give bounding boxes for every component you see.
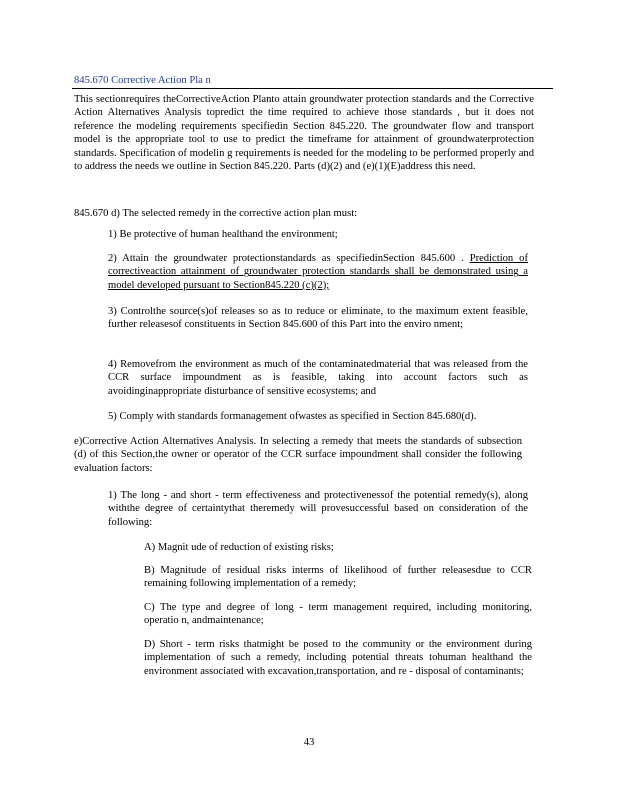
section-d-item-1: 1) Be protective of human healthand the environment; <box>108 229 338 240</box>
section-e-subitem-a: A) Magnit ude of reduction of existing risks; <box>144 542 334 553</box>
section-d-item-2 <box>108 252 528 292</box>
section-d-item-5: 5) Comply with standards formanagement ofwastes as specified in Section 845.680(d). <box>108 411 477 422</box>
intro-paragraph: This sectionrequires theCorrectiveAction Planto attain groundwater protection standards and the Corrective Action Alternatives Analysis topredict the time required to achieve those standards , but it does not reference the modeling requirements specifiedin Section 845.220. The groundwater flow and transport model is the appropriate tool to use to predict the timeframe for attainment of groundwaterprotection standards. Specification of modelin g requirements is needed for the modeling to be performed properly and to address the needs we outline in Section 845.220. Parts (d)(2) and (e)(1)(E)address this need. <box>74 94 534 173</box>
section-e-item-1: 1) The long - and short - term effectiveness and protectivenessof the potential remedy(s), along withthe degree of certaintythat theremedy will provesuccessful based on consideration of the following: <box>108 490 528 528</box>
section-d-item-2-text: 2) Attain the groundwater protectionstandards as specifiedinSection 845.600 . <box>108 253 464 264</box>
section-e-lead: e)Corrective Action Alternatives Analysis. In selecting a remedy that meets the standards of subsection (d) of this Section,the owner or operator of the CCR surface impoundment shall consider the following evaluation factors: <box>74 436 522 474</box>
section-e-subitem-d: D) Short - term risks thatmight be posed to the community or the environment during implementation of such a remedy, including potential threats tohuman healthand the environment associated with excavation,transportation, and re - disposal of contaminants; <box>144 639 532 677</box>
page-number: 43 <box>303 737 315 748</box>
heading-rule <box>72 88 553 89</box>
section-heading: 845.670 Corrective Action Pla n <box>74 75 211 86</box>
section-e-subitem-b: B) Magnitude of residual risks interms of likelihood of further releasesdue to CCR remaining following implementation of a remedy; <box>144 565 532 590</box>
section-d-item-4: 4) Removefrom the environment as much of the contaminatedmaterial that was released from the CCR surface impoundment as is feasible, taking into account factors such as avoidinginappropriate disturbance of sensitive ecosystems; and <box>108 359 528 397</box>
section-d-item-2-underlined-text: Prediction of correctiveaction attainment of groundwater protection standards shall be demonstrated using a model developed pursuant to Section845.220 (c)(2); <box>108 253 528 291</box>
section-e-subitem-c: C) The type and degree of long - term management required, including monitoring, operatio n, andmaintenance; <box>144 602 532 627</box>
section-d-item-3: 3) Controlthe source(s)of releases so as to reduce or eliminate, to the maximum extent feasible, further releasesof constituents in Section 845.600 of this Part into the enviro nment; <box>108 306 528 331</box>
section-d-lead: 845.670 d) The selected remedy in the corrective action plan must: <box>74 208 358 219</box>
